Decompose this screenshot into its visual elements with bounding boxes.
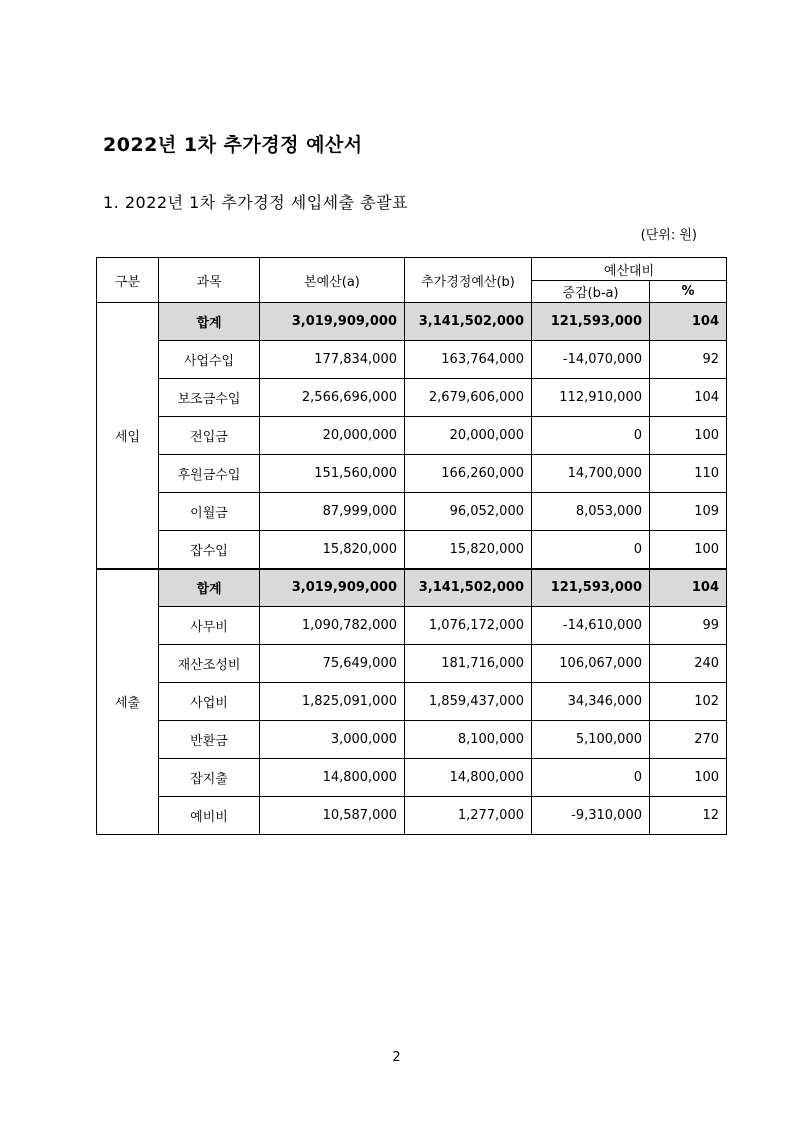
supplementary-budget-cell: 1,859,437,000 [405,683,532,721]
item-cell: 사업수입 [159,341,260,379]
table-row [97,341,727,379]
base-budget-cell: 75,649,000 [260,645,405,683]
item-cell: 전입금 [159,417,260,455]
header-comparison: 예산대비 [532,258,727,281]
base-budget-cell: 15,820,000 [260,531,405,569]
table-row [97,759,727,797]
supplementary-budget-cell: 3,141,502,000 [405,569,532,607]
base-budget-cell: 151,560,000 [260,455,405,493]
item-cell: 잡지출 [159,759,260,797]
document-title: 2022년 1차 추가경정 예산서 [103,134,363,156]
percent-cell: 100 [650,759,727,797]
supplementary-budget-cell: 3,141,502,000 [405,303,532,341]
change-cell: 106,067,000 [532,645,650,683]
table-row [97,379,727,417]
item-cell: 사업비 [159,683,260,721]
item-cell: 재산조성비 [159,645,260,683]
table-row [97,607,727,645]
supplementary-budget-cell: 8,100,000 [405,721,532,759]
percent-cell: 102 [650,683,727,721]
percent-cell: 100 [650,531,727,569]
change-cell: 8,053,000 [532,493,650,531]
change-cell: 121,593,000 [532,303,650,341]
supplementary-budget-cell: 2,679,606,000 [405,379,532,417]
item-cell: 사무비 [159,607,260,645]
supplementary-budget-cell: 20,000,000 [405,417,532,455]
header-change: 증감(b-a) [532,281,650,303]
header-percent: % [650,281,727,303]
percent-cell: 270 [650,721,727,759]
supplementary-budget-cell: 166,260,000 [405,455,532,493]
table-row [97,797,727,835]
table-row [97,417,727,455]
change-cell: 5,100,000 [532,721,650,759]
base-budget-cell: 87,999,000 [260,493,405,531]
table-body [97,258,727,835]
base-budget-cell: 1,825,091,000 [260,683,405,721]
percent-cell: 104 [650,379,727,417]
section-title: 1. 2022년 1차 추가경정 세입세출 총괄표 [103,193,409,212]
base-budget-cell: 20,000,000 [260,417,405,455]
table-row [97,531,727,569]
item-cell: 반환금 [159,721,260,759]
supplementary-budget-cell: 163,764,000 [405,341,532,379]
item-cell: 합계 [159,303,260,341]
total-row [97,569,727,607]
base-budget-cell: 3,019,909,000 [260,303,405,341]
supplementary-budget-cell: 14,800,000 [405,759,532,797]
budget-summary-table [96,257,727,835]
table-row [97,455,727,493]
percent-cell: 100 [650,417,727,455]
base-budget-cell: 10,587,000 [260,797,405,835]
header-base-budget: 본예산(a) [260,258,405,303]
header-supplementary-budget: 추가경정예산(b) [405,258,532,303]
table-row [97,493,727,531]
change-cell: 0 [532,531,650,569]
percent-cell: 92 [650,341,727,379]
percent-cell: 110 [650,455,727,493]
change-cell: 0 [532,759,650,797]
base-budget-cell: 177,834,000 [260,341,405,379]
table-row [97,683,727,721]
percent-cell: 104 [650,303,727,341]
item-cell: 예비비 [159,797,260,835]
supplementary-budget-cell: 1,277,000 [405,797,532,835]
base-budget-cell: 3,000,000 [260,721,405,759]
change-cell: 14,700,000 [532,455,650,493]
change-cell: 34,346,000 [532,683,650,721]
item-cell: 보조금수입 [159,379,260,417]
group-label: 세입 [97,303,159,569]
percent-cell: 99 [650,607,727,645]
header-item: 과목 [159,258,260,303]
change-cell: -9,310,000 [532,797,650,835]
supplementary-budget-cell: 96,052,000 [405,493,532,531]
group-label: 세출 [97,569,159,835]
item-cell: 후원금수입 [159,455,260,493]
percent-cell: 240 [650,645,727,683]
percent-cell: 12 [650,797,727,835]
total-row [97,303,727,341]
change-cell: 112,910,000 [532,379,650,417]
page-number: 2 [392,1050,401,1065]
percent-cell: 109 [650,493,727,531]
supplementary-budget-cell: 1,076,172,000 [405,607,532,645]
base-budget-cell: 3,019,909,000 [260,569,405,607]
change-cell: 121,593,000 [532,569,650,607]
supplementary-budget-cell: 15,820,000 [405,531,532,569]
change-cell: 0 [532,417,650,455]
item-cell: 합계 [159,569,260,607]
change-cell: -14,610,000 [532,607,650,645]
table-row [97,721,727,759]
base-budget-cell: 14,800,000 [260,759,405,797]
change-cell: -14,070,000 [532,341,650,379]
base-budget-cell: 2,566,696,000 [260,379,405,417]
unit-note: (단위: 원) [640,228,697,243]
header-row [97,258,727,281]
base-budget-cell: 1,090,782,000 [260,607,405,645]
header-category: 구분 [97,258,159,303]
percent-cell: 104 [650,569,727,607]
supplementary-budget-cell: 181,716,000 [405,645,532,683]
item-cell: 이월금 [159,493,260,531]
item-cell: 잡수입 [159,531,260,569]
table-row [97,645,727,683]
